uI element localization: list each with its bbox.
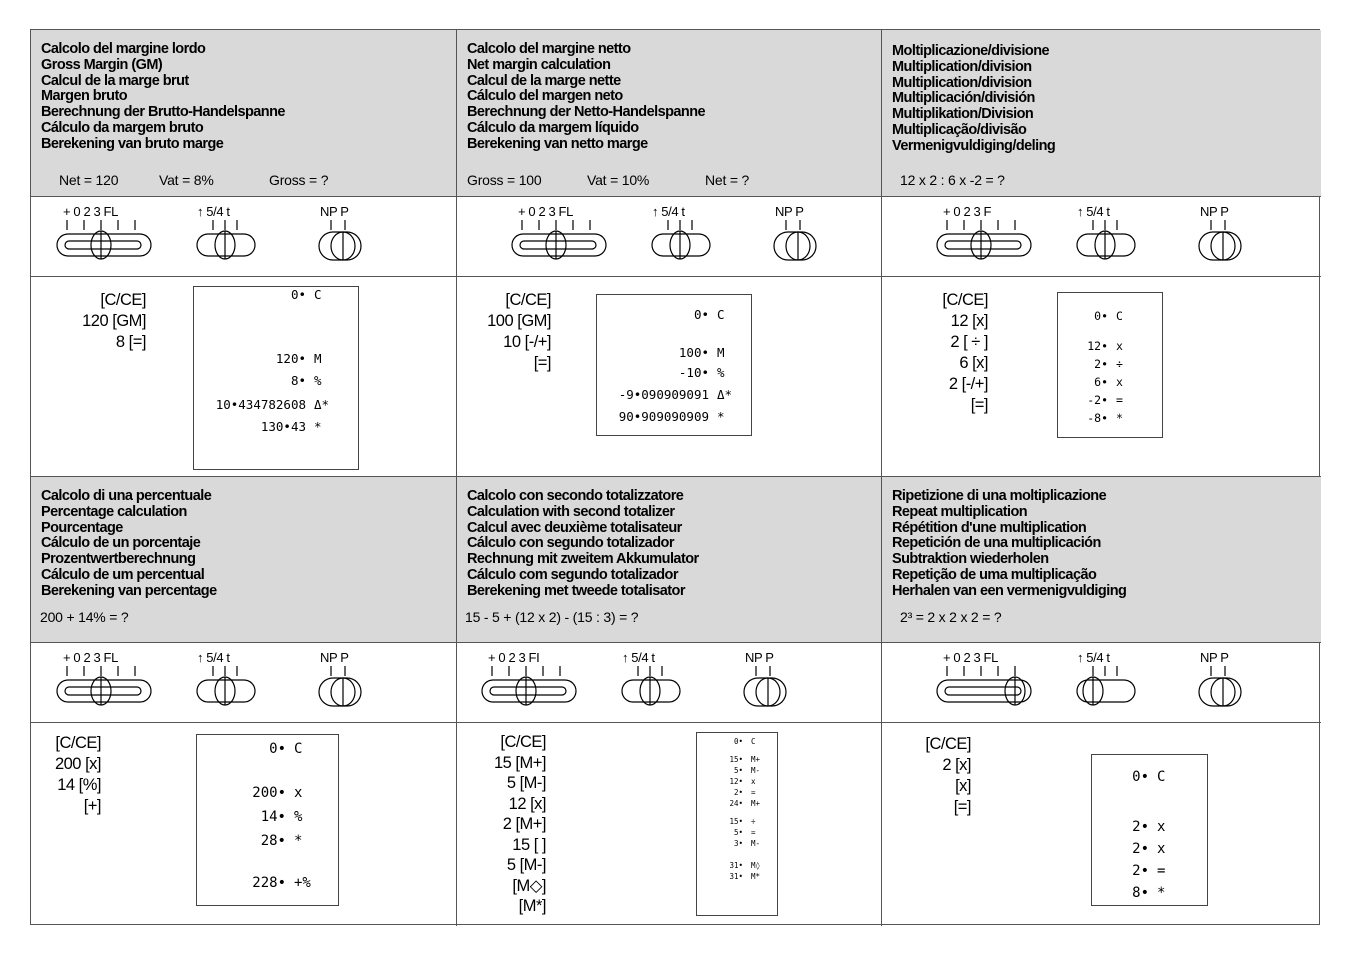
formula-part: Vat = 10% — [587, 172, 650, 188]
switch-settings — [881, 196, 1321, 276]
key-entry: 14 [%] — [57, 776, 101, 794]
tape-value: 2• — [733, 788, 743, 797]
decimal-switch-label: + 0 2 3 FL — [63, 204, 118, 219]
tape-symbol: C — [294, 741, 303, 757]
tape-line — [1060, 393, 1136, 407]
tape-line — [222, 809, 324, 825]
panel-title: Calcolo del margine lordo — [41, 41, 206, 57]
panel-title: Berekening van netto marge — [467, 135, 648, 152]
panel-title: Ripetizione di una moltiplicazione — [892, 488, 1107, 504]
tape-line — [1060, 357, 1136, 371]
decimal-switch-label: + 0 2 3 F — [943, 204, 992, 219]
tape-line — [1109, 841, 1183, 857]
tape-value: 2• — [1132, 841, 1149, 857]
tape-value: 14• — [260, 809, 286, 825]
key-entry: 2 [x] — [942, 756, 971, 774]
panel-title: Prozentwertberechnung — [41, 551, 196, 568]
tape-line — [707, 861, 767, 870]
tape-symbol: x — [751, 777, 756, 786]
key-entry: 12 [x] — [950, 312, 988, 330]
tape-line — [1060, 411, 1136, 425]
key-entry: [M◇] — [512, 876, 546, 895]
panel-title: Vermenigvuldiging/deling — [892, 137, 1056, 154]
key-entry: 2 [ ÷ ] — [950, 333, 988, 351]
instruction-sheet — [30, 29, 1320, 925]
key-entry: 5 [M-] — [506, 856, 546, 874]
decimal-switch-label: + 0 2 3 FL — [943, 650, 998, 665]
panel-title: Cálculo de un porcentaje — [41, 535, 201, 552]
tape-symbol: = — [751, 828, 756, 837]
panel-header — [31, 477, 456, 642]
panel-title: Cálculo del margen neto — [467, 88, 623, 105]
rounding-switch-label: ↑ 5/4 t — [1077, 204, 1110, 219]
panel-title: Calcul de la marge nette — [467, 72, 621, 89]
tape-value: -9•090909091 — [618, 387, 709, 402]
switch-settings — [456, 196, 881, 276]
key-entry: [C/CE] — [500, 733, 546, 751]
panel-title: Berekening van bruto marge — [41, 135, 224, 152]
selector-switches-graphic — [55, 654, 385, 714]
tape-symbol: x — [1116, 375, 1123, 389]
tape-value: 15• — [729, 817, 743, 826]
tape-symbol: C — [1157, 769, 1166, 785]
tape-symbol: = — [1157, 863, 1166, 879]
tape-value: 8• — [290, 373, 306, 388]
example-body — [456, 276, 881, 476]
key-entry: 2 [M+] — [502, 815, 546, 833]
tape-value: -10• — [678, 365, 709, 380]
panel-title: Rechnung mit zweitem Akkumulator — [467, 551, 699, 568]
panel-title: Calcolo con secondo totalizzatore — [467, 488, 684, 504]
formula-part: Vat = 8% — [159, 172, 214, 188]
tape-value: -2• — [1087, 393, 1108, 407]
key-sequence — [82, 290, 146, 353]
tape-symbol: M- — [751, 839, 761, 848]
tape-line — [206, 419, 340, 434]
panel-title: Berechnung der Netto-Handelspanne — [467, 104, 706, 121]
tape-line — [1109, 885, 1183, 901]
tape-value: 12• — [1087, 339, 1108, 353]
example-body — [881, 722, 1321, 926]
switch-settings — [31, 642, 456, 722]
tape-value: 8• — [1132, 885, 1149, 901]
tape-line — [707, 737, 767, 746]
tape-line — [206, 287, 340, 302]
panel-title: Multiplicación/división — [892, 90, 1035, 107]
panel-title: Multiplicação/divisão — [892, 121, 1027, 138]
selector-switches-graphic — [935, 208, 1265, 268]
tape-line — [599, 307, 739, 322]
tape-line — [707, 788, 767, 797]
tape-line — [707, 828, 767, 837]
key-entry: [C/CE] — [100, 291, 146, 309]
formula-part: 12 x 2 : 6 x -2 = ? — [900, 172, 1005, 188]
panel-title: Cálculo da margem líquido — [467, 119, 639, 136]
tape-value: 0• — [693, 307, 709, 322]
panel-titles — [892, 44, 1055, 155]
key-entry: 15 [ ] — [512, 835, 546, 854]
panel-titles — [467, 489, 699, 600]
tape-symbol: C — [717, 307, 725, 322]
panel-title: Pourcentage — [41, 519, 123, 536]
formula-part: Net = ? — [705, 172, 750, 188]
panel-title: Multiplication/division — [892, 74, 1032, 91]
print-switch-label: NP P — [320, 650, 349, 665]
tape-value: 31• — [729, 872, 743, 881]
tape-symbol: M — [314, 351, 322, 366]
tape-value: 0• — [1132, 769, 1149, 785]
tape-symbol: = — [751, 788, 756, 797]
tape-line — [222, 833, 324, 849]
tape-value: 100• — [678, 345, 709, 360]
panel-title: Repetición de una multiplicación — [892, 535, 1101, 552]
tape-line — [599, 365, 739, 380]
tape-line — [1060, 339, 1136, 353]
tape-value: 2• — [1094, 357, 1108, 371]
tape-symbol: x — [294, 785, 303, 801]
formula-part: 15 - 5 + (12 x 2) - (15 : 3) = ? — [465, 609, 639, 625]
tape-symbol: Δ* — [717, 387, 733, 402]
print-switch-label: NP P — [1200, 650, 1229, 665]
panel-title: Margen bruto — [41, 88, 128, 105]
key-entry: [x] — [955, 777, 971, 795]
panel-title: Calcul avec deuxième totalisateur — [467, 519, 682, 536]
selector-switches-graphic — [55, 208, 385, 268]
tape-value: 0• — [269, 741, 286, 757]
key-sequence — [942, 290, 988, 416]
tape-symbol: Δ* — [314, 397, 330, 412]
panel-title: Berekening van percentage — [41, 582, 217, 599]
tape-symbol: * — [717, 409, 725, 424]
tape-value: 2• — [1132, 819, 1149, 835]
formula-part: Net = 120 — [59, 172, 119, 188]
panel-title: Berekening met tweede totalisator — [467, 582, 685, 599]
tape-symbol: ÷ — [751, 817, 756, 826]
tape-value: 5• — [733, 766, 743, 775]
tape-value: 0• — [1094, 309, 1108, 323]
key-sequence — [487, 290, 551, 374]
key-entry: [C/CE] — [925, 735, 971, 753]
tape-value: 5• — [733, 828, 743, 837]
key-entry: 2 [-/+] — [948, 375, 988, 393]
tape-value: 90•909090909 — [618, 409, 709, 424]
key-sequence — [55, 733, 101, 817]
panel-title: Calcul de la marge brut — [41, 72, 189, 89]
selector-switches-graphic — [935, 654, 1265, 714]
tape-symbol: * — [314, 419, 322, 434]
tape-value: 120• — [275, 351, 306, 366]
tape-symbol: C — [751, 737, 756, 746]
panel-title: Cálculo con segundo totalizador — [467, 535, 674, 552]
key-entry: [=] — [533, 354, 551, 372]
tape-line — [1109, 863, 1183, 879]
print-switch-label: NP P — [320, 204, 349, 219]
panel-title: Calcolo di una percentuale — [41, 488, 212, 504]
key-entry: [M*] — [518, 897, 546, 915]
panel-title: Gross Margin (GM) — [41, 56, 163, 73]
printout-tape — [596, 294, 752, 436]
tape-value: 10•434782608 — [215, 397, 306, 412]
panel-titles — [41, 42, 285, 153]
tape-line — [707, 766, 767, 775]
printout-tape — [196, 734, 339, 906]
tape-line — [206, 351, 340, 366]
decimal-switch-label: + 0 2 3 FL — [63, 650, 118, 665]
tape-symbol: +% — [294, 875, 311, 891]
selector-switches-graphic — [510, 208, 840, 268]
key-entry: [C/CE] — [55, 734, 101, 752]
tape-symbol: ÷ — [1116, 357, 1123, 371]
tape-value: 200• — [252, 785, 286, 801]
panel-title: Net margin calculation — [467, 56, 611, 73]
formula-part: 2³ = 2 x 2 x 2 = ? — [900, 609, 1002, 625]
tape-symbol: M* — [751, 872, 761, 881]
tape-line — [707, 799, 767, 808]
key-entry: [C/CE] — [942, 291, 988, 309]
panel-title: Multiplikation/Division — [892, 106, 1034, 123]
tape-value: 15• — [729, 755, 743, 764]
tape-line — [599, 345, 739, 360]
key-entry: [=] — [970, 396, 988, 414]
tape-line — [1109, 769, 1183, 785]
rounding-switch-label: ↑ 5/4 t — [652, 204, 685, 219]
panel-titles — [892, 489, 1126, 600]
key-entry: 100 [GM] — [487, 312, 551, 330]
tape-symbol: * — [294, 833, 303, 849]
printout-tape — [1091, 754, 1208, 906]
example-body — [456, 722, 881, 926]
tape-value: 28• — [260, 833, 286, 849]
tape-line — [206, 397, 340, 412]
key-entry: 120 [GM] — [82, 312, 146, 330]
tape-line — [222, 741, 324, 757]
decimal-switch-label: + 0 2 3 FI — [488, 650, 540, 665]
panel-header — [457, 30, 881, 196]
example-body — [31, 722, 456, 926]
panel-title: Cálculo com segundo totalizador — [467, 566, 678, 583]
panel-title: Multiplication/division — [892, 58, 1032, 75]
rounding-switch-label: ↑ 5/4 t — [197, 650, 230, 665]
key-sequence — [494, 732, 546, 917]
rounding-switch-label: ↑ 5/4 t — [1077, 650, 1110, 665]
tape-symbol: M+ — [751, 799, 761, 808]
key-entry: 10 [-/+] — [503, 333, 551, 351]
panel-header — [882, 30, 1321, 196]
panel-title: Subtraktion wiederholen — [892, 551, 1049, 568]
key-entry: [C/CE] — [505, 291, 551, 309]
key-entry: 8 [=] — [115, 333, 146, 351]
tape-line — [707, 839, 767, 848]
panel-title: Calculation with second totalizer — [467, 503, 675, 520]
tape-line — [599, 409, 739, 424]
panel-header — [882, 477, 1321, 642]
key-entry: 6 [x] — [959, 354, 988, 372]
key-sequence — [925, 734, 971, 818]
tape-value: 0• — [733, 737, 743, 746]
tape-value: 24• — [729, 799, 743, 808]
key-entry: [+] — [83, 797, 101, 815]
formula-part: Gross = ? — [269, 172, 329, 188]
tape-value: -8• — [1087, 411, 1108, 425]
tape-symbol: % — [294, 809, 303, 825]
tape-line — [707, 777, 767, 786]
tape-symbol: * — [1116, 411, 1123, 425]
rounding-switch-label: ↑ 5/4 t — [197, 204, 230, 219]
tape-symbol: % — [717, 365, 725, 380]
example-body — [881, 276, 1321, 476]
key-entry: [=] — [953, 798, 971, 816]
panel-header — [457, 477, 881, 642]
panel-title: Cálculo de um percentual — [41, 566, 205, 583]
tape-symbol: M◊ — [751, 861, 761, 870]
tape-line — [1060, 375, 1136, 389]
tape-symbol: * — [1157, 885, 1166, 901]
printout-tape — [1057, 292, 1163, 438]
switch-settings — [456, 642, 881, 722]
tape-value: 0• — [290, 287, 306, 302]
tape-symbol: = — [1116, 393, 1123, 407]
printout-tape — [193, 286, 359, 470]
panel-title: Berechnung der Brutto-Handelspanne — [41, 104, 285, 121]
print-switch-label: NP P — [775, 204, 804, 219]
panel-title: Calcolo del margine netto — [467, 41, 631, 57]
tape-symbol: C — [1116, 309, 1123, 323]
tape-symbol: M+ — [751, 755, 761, 764]
tape-value: 130•43 — [260, 419, 306, 434]
tape-line — [1109, 819, 1183, 835]
tape-line — [707, 872, 767, 881]
switch-settings — [881, 642, 1321, 722]
panel-title: Cálculo da margem bruto — [41, 119, 204, 136]
tape-symbol: x — [1116, 339, 1123, 353]
key-entry: 200 [x] — [54, 755, 101, 773]
example-body — [31, 276, 456, 476]
tape-line — [707, 817, 767, 826]
print-switch-label: NP P — [745, 650, 774, 665]
formula-part: Gross = 100 — [467, 172, 542, 188]
tape-value: 2• — [1132, 863, 1149, 879]
panel-title: Repetição de uma multiplicação — [892, 566, 1097, 583]
tape-symbol: M — [717, 345, 725, 360]
tape-symbol: % — [314, 373, 322, 388]
panel-title: Herhalen van een vermenigvuldiging — [892, 582, 1127, 599]
switch-settings — [31, 196, 456, 276]
panel-titles — [41, 489, 217, 600]
tape-symbol: M- — [751, 766, 761, 775]
selector-switches-graphic — [480, 654, 810, 714]
tape-value: 12• — [729, 777, 743, 786]
key-entry: 5 [M-] — [506, 774, 546, 792]
tape-line — [222, 875, 324, 891]
decimal-switch-label: + 0 2 3 FL — [518, 204, 573, 219]
panel-title: Repeat multiplication — [892, 503, 1028, 520]
tape-line — [1060, 309, 1136, 323]
tape-line — [222, 785, 324, 801]
printout-tape — [696, 732, 778, 916]
panel-header — [31, 30, 456, 196]
formula-part: 200 + 14% = ? — [40, 609, 129, 625]
tape-value: 6• — [1094, 375, 1108, 389]
tape-value: 31• — [729, 861, 743, 870]
tape-line — [599, 387, 739, 402]
tape-symbol: x — [1157, 841, 1166, 857]
tape-line — [206, 373, 340, 388]
panel-title: Percentage calculation — [41, 503, 187, 520]
tape-value: 3• — [733, 839, 743, 848]
tape-line — [707, 755, 767, 764]
panel-title: Répétition d'une multiplication — [892, 519, 1087, 536]
panel-title: Moltiplicazione/divisione — [892, 43, 1050, 59]
rounding-switch-label: ↑ 5/4 t — [622, 650, 655, 665]
tape-symbol: C — [314, 287, 322, 302]
key-entry: 15 [M+] — [494, 753, 546, 772]
tape-symbol: x — [1157, 819, 1166, 835]
tape-value: 228• — [252, 875, 286, 891]
print-switch-label: NP P — [1200, 204, 1229, 219]
panel-titles — [467, 42, 705, 153]
key-entry: 12 [x] — [508, 794, 546, 813]
